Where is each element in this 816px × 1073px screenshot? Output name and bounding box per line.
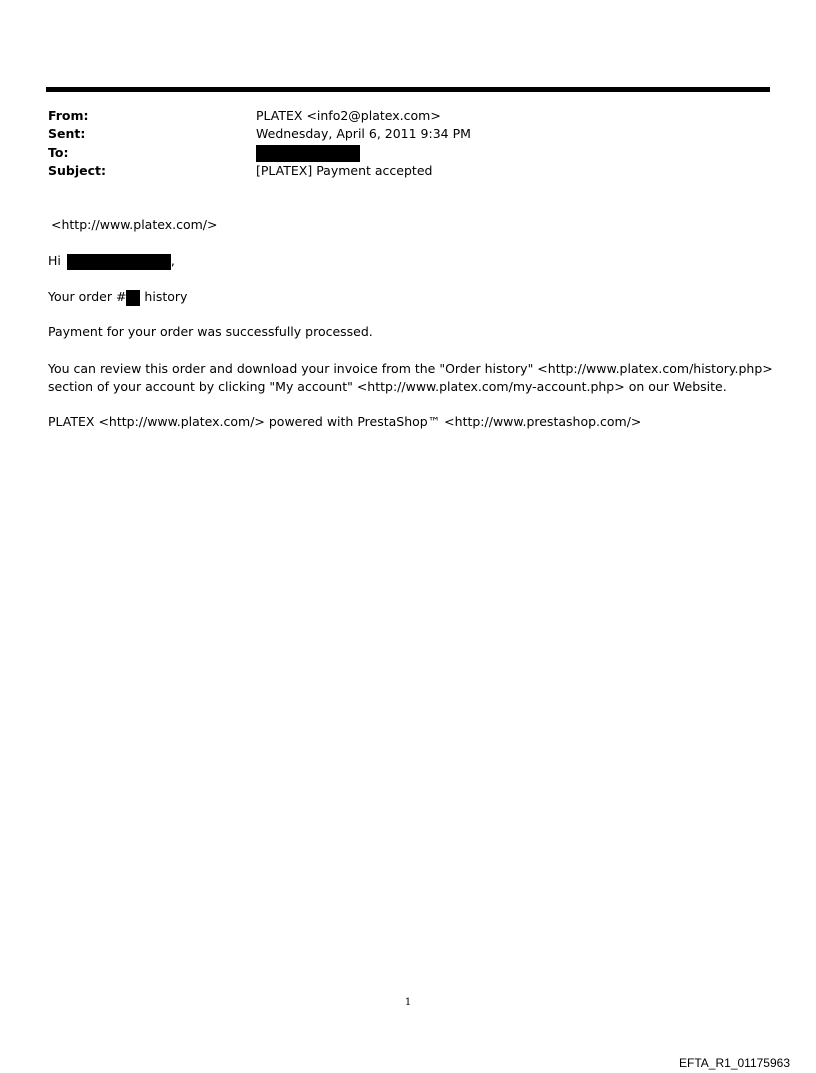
subject-label: Subject: [48,163,106,178]
to-value [256,144,360,162]
subject-row [48,162,748,180]
greeting-prefix: Hi [48,253,61,268]
greeting-line [48,252,768,270]
to-row [48,144,748,162]
recipient-name-redaction [67,254,171,270]
order-number-redaction [126,290,140,306]
sent-row [48,125,748,143]
subject-value: [PLATEX] Payment accepted [256,163,433,178]
sent-value: Wednesday, April 6, 2011 9:34 PM [256,126,471,141]
order-prefix: Your order # [48,289,127,304]
header-rule [46,87,770,92]
payment-line: Payment for your order was successfully processed. [48,324,373,339]
site-link[interactable]: <http://www.platex.com/> [51,217,218,232]
review-line-1: You can review this order and download your invoice from the "Order history" <http://www.platex.com/history.php> [48,361,773,376]
review-line-2: section of your account by clicking "My account" <http://www.platex.com/my-account.php> on our Website. [48,379,727,394]
from-value: PLATEX <info2@platex.com> [256,108,441,123]
footer-line: PLATEX <http://www.platex.com/> powered with PrestaShop™ <http://www.prestashop.com/> [48,414,642,429]
from-label: From: [48,108,89,123]
order-line [48,288,768,306]
from-row [48,107,748,125]
document-id: EFTA_R1_01175963 [679,1056,790,1070]
to-label: To: [48,145,69,160]
page-number: 1 [404,997,412,1008]
greeting-suffix: , [170,253,175,268]
order-suffix: history [144,289,188,304]
to-redaction [256,145,360,162]
sent-label: Sent: [48,126,86,141]
